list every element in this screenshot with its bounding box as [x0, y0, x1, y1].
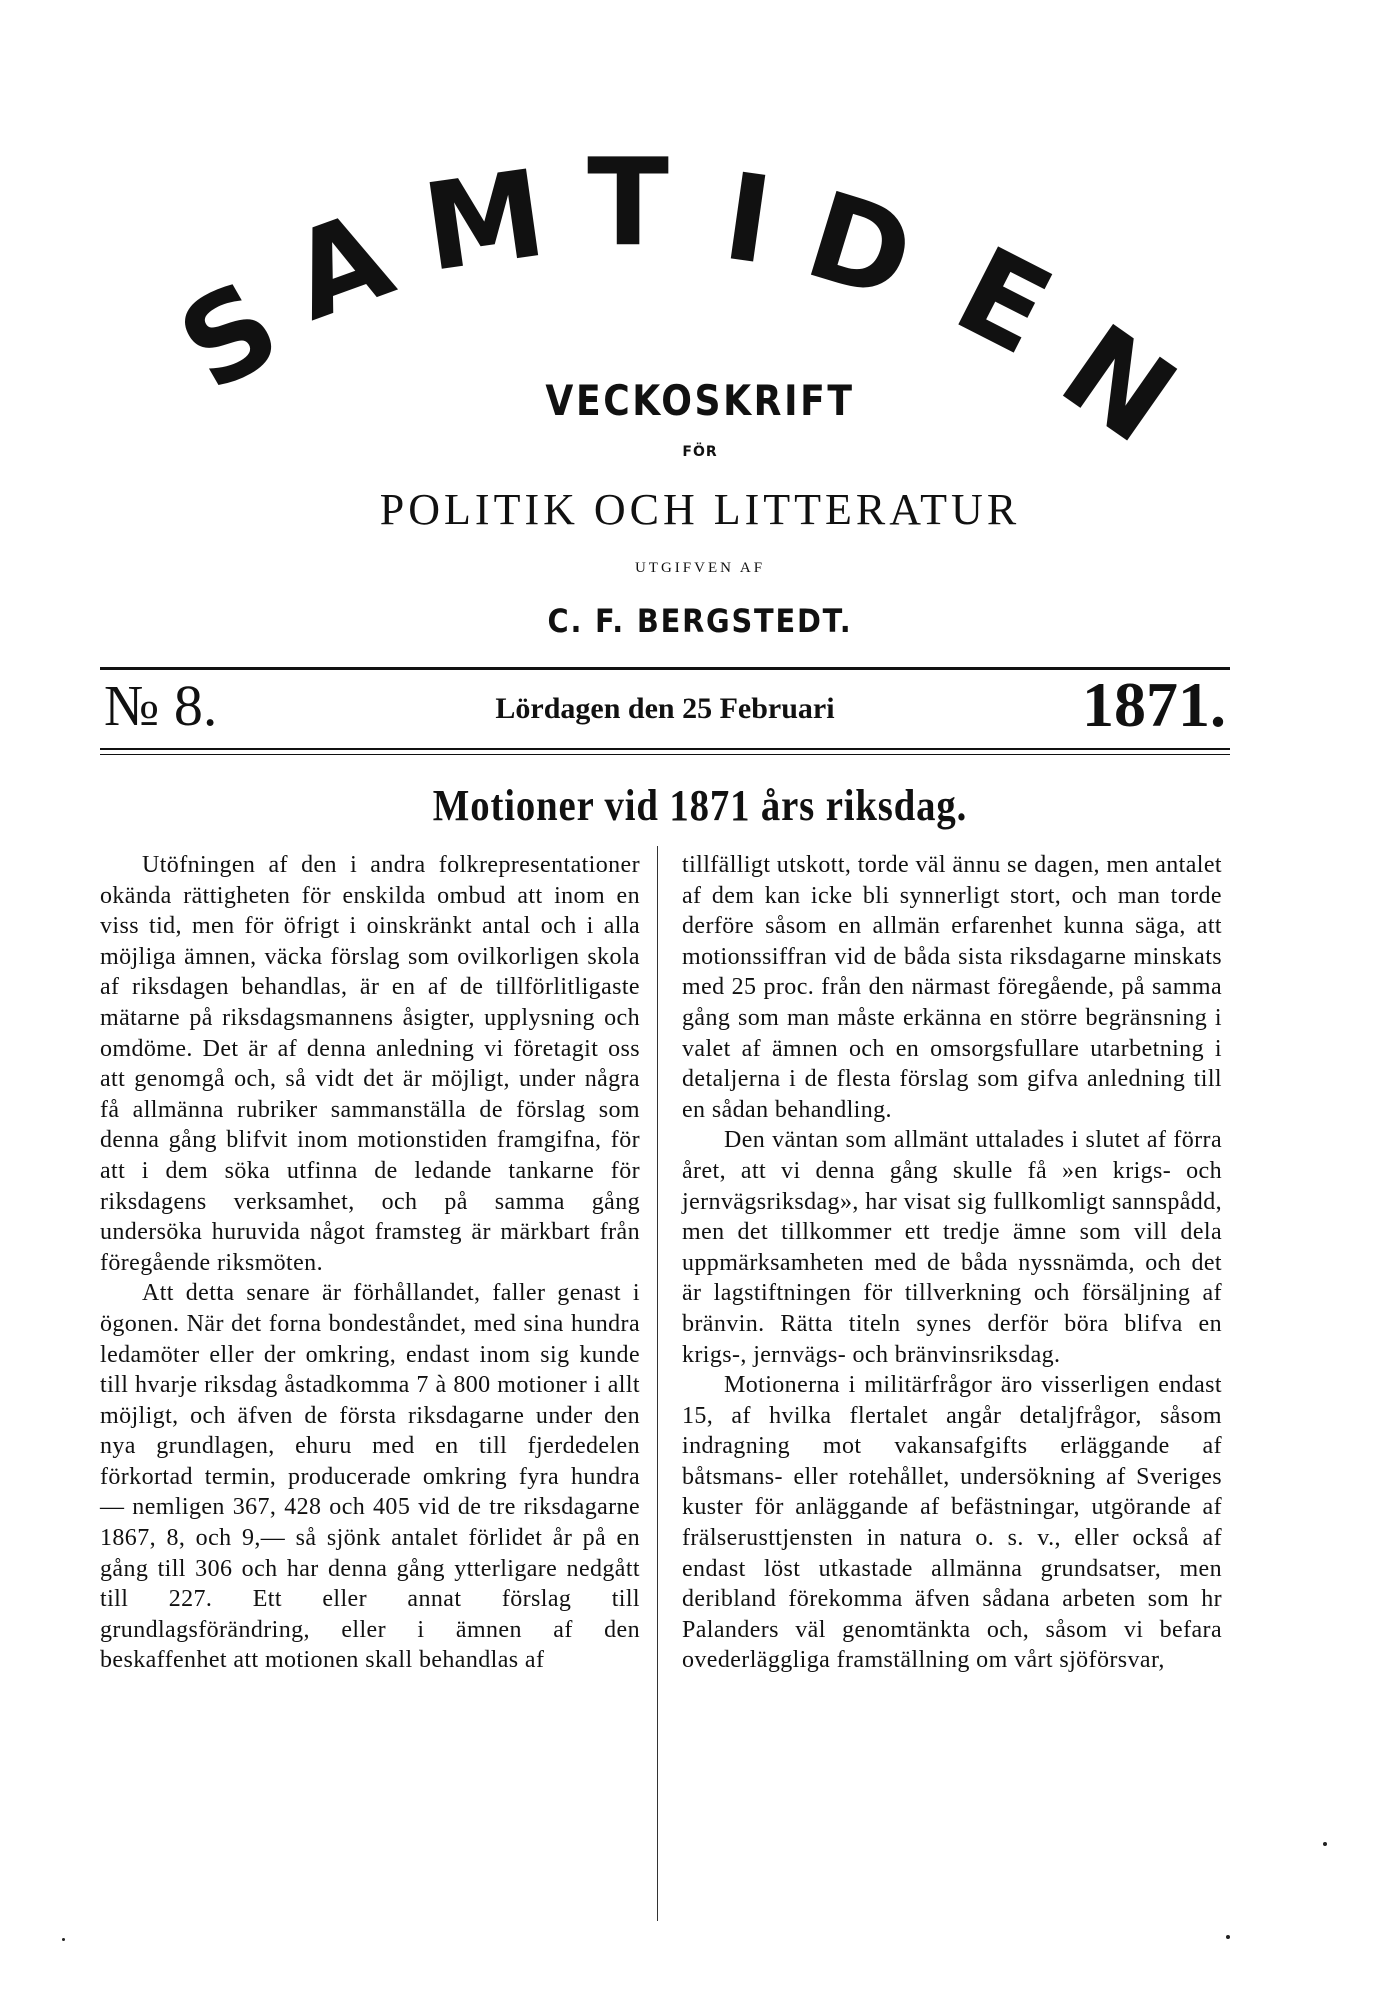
- column-divider: [657, 846, 658, 1921]
- masthead-title-letter: I: [715, 147, 780, 292]
- masthead-title-letter: D: [791, 166, 928, 329]
- issue-line: [100, 669, 1230, 746]
- print-speck: [62, 1938, 65, 1941]
- masthead-title-letter: S: [157, 255, 302, 419]
- masthead-title-letter: E: [935, 221, 1072, 383]
- print-speck: [1226, 1935, 1230, 1939]
- issue-rule-bottom: [100, 748, 1230, 750]
- article-column-right: [682, 850, 1222, 1676]
- masthead-for-word: FÖR: [682, 444, 718, 460]
- left-paragraph-1: Utöfningen af den i andra folkrepresentationer okända rättigheten för enskilda ombud att inom en viss tid, men för öfrigt i oinskränkt antal och i alla möjliga ämnen, väcka förslag som ovilkorligen skola af riksdagen behandlas, är en af de tillförlitligaste mätarne på riksdagsmannens åsigter, upplysning och omdöme. Det är af denna anledning vi företagit oss att genomgå och, så vidt det är möjligt, under några få allmänna rubriker sammanställa de förslag som denna gång blifvit inom motionstiden framgifna, för att i dem söka utfinna de ledande tankarne för riksdagens verksamhet, och på samma gång undersöka huruvida något framsteg är märkbart från föregående riksmöten.: [100, 852, 640, 1276]
- masthead-editor: C. F. BERGSTEDT.: [547, 602, 853, 640]
- issue-rule-bottom-thin: [100, 754, 1230, 755]
- article-title: Motioner vid 1871 års riksdag.: [432, 781, 968, 830]
- masthead-topics: POLITIK OCH LITTERATUR: [379, 485, 1021, 534]
- masthead-published-by: UTGIFVEN AF: [634, 560, 766, 576]
- masthead-title-letter: A: [273, 185, 409, 349]
- masthead-subtitle: VECKOSKRIFT: [545, 376, 855, 425]
- issue-year: 1871.: [1082, 669, 1226, 740]
- issue-rule-top: [100, 667, 1230, 670]
- masthead-title-letter: N: [1037, 299, 1200, 471]
- masthead-title-letter: M: [415, 144, 554, 300]
- masthead-title-letter: T: [587, 134, 669, 273]
- right-paragraph-2: Den väntan som allmänt uttalades i slutet af förra året, att vi denna gång skulle få »en krigs- och jernvägsriksdag», har visat sig fullkomligt sannspådd, men det tillkommer ett tredje ämne som vill dela uppmärksamheten med de båda nyssnämda, och det är lagstiftningen för tillverkning och försäljning af bränvin. Rätta titeln synes derför böra blifva en krigs-, jernvägs- och bränvinsriksdag.: [682, 1127, 1222, 1368]
- left-paragraph-2: Att detta senare är förhållandet, faller genast i ögonen. När det forna bondeståndet, med sina hundra ledamöter eller der omkring, endast inom sig kunde till hvarje riksdag åstadkomma 7 à 800 motioner i allt möjligt, och äfven de första riksdagarne under den nya grundlagen, ehuru med en till fjerdedelen förkortad termin, producerade omkring fyra hundra — nemligen 367, 428 och 405 vid de tre riksdagarne 1867, 8, och 9,— så sjönk antalet förlidet år på en gång till 306 och har denna gång ytterligare nedgått till 227. Ett eller annat förslag till grundlagsförändring, eller i ämnen af den beskaffenhet att motionen skall behandlas af: [100, 1280, 640, 1674]
- masthead: [0, 0, 1400, 760]
- right-paragraph-1: tillfälligt utskott, torde väl ännu se dagen, men antalet af dem kan icke bli synnerligt stort, och man torde derföre såsom en allmän erfarenhet kunna säga, att motionssiffran vid de båda sista riksdagarne minskats med 25 proc. från den närmast föregående, på samma gång som man måste erkänna en större begränsning i valet af ämnen och en omsorgsfullare utarbetning i detaljerna i de flesta förslag som gifva anledning till en sådan behandling.: [682, 852, 1222, 1123]
- article-column-left: [100, 850, 640, 1676]
- print-speck: [1323, 1842, 1327, 1846]
- issue-date: Lördagen den 25 Februari: [495, 692, 835, 725]
- right-paragraph-3: Motionerna i militärfrågor äro visserligen endast 15, af hvilka flertalet angår detaljfrågor, såsom indragning mot vakansafgifts erläggande af båtsmans- eller rotehållet, undersökning af Sveriges kuster för anläggande af befästningar, utgörande af frälserusttjensten in natura o. s. v., eller också af endast löst utkastade allmänna grundsatser, men deribland förekomma äfven sådana arbeten som hr Palanders väl genomtänkta och, såsom vi befara ovederläggliga framställning om vårt sjöförsvar,: [682, 1372, 1222, 1674]
- issue-number: № 8.: [104, 673, 218, 738]
